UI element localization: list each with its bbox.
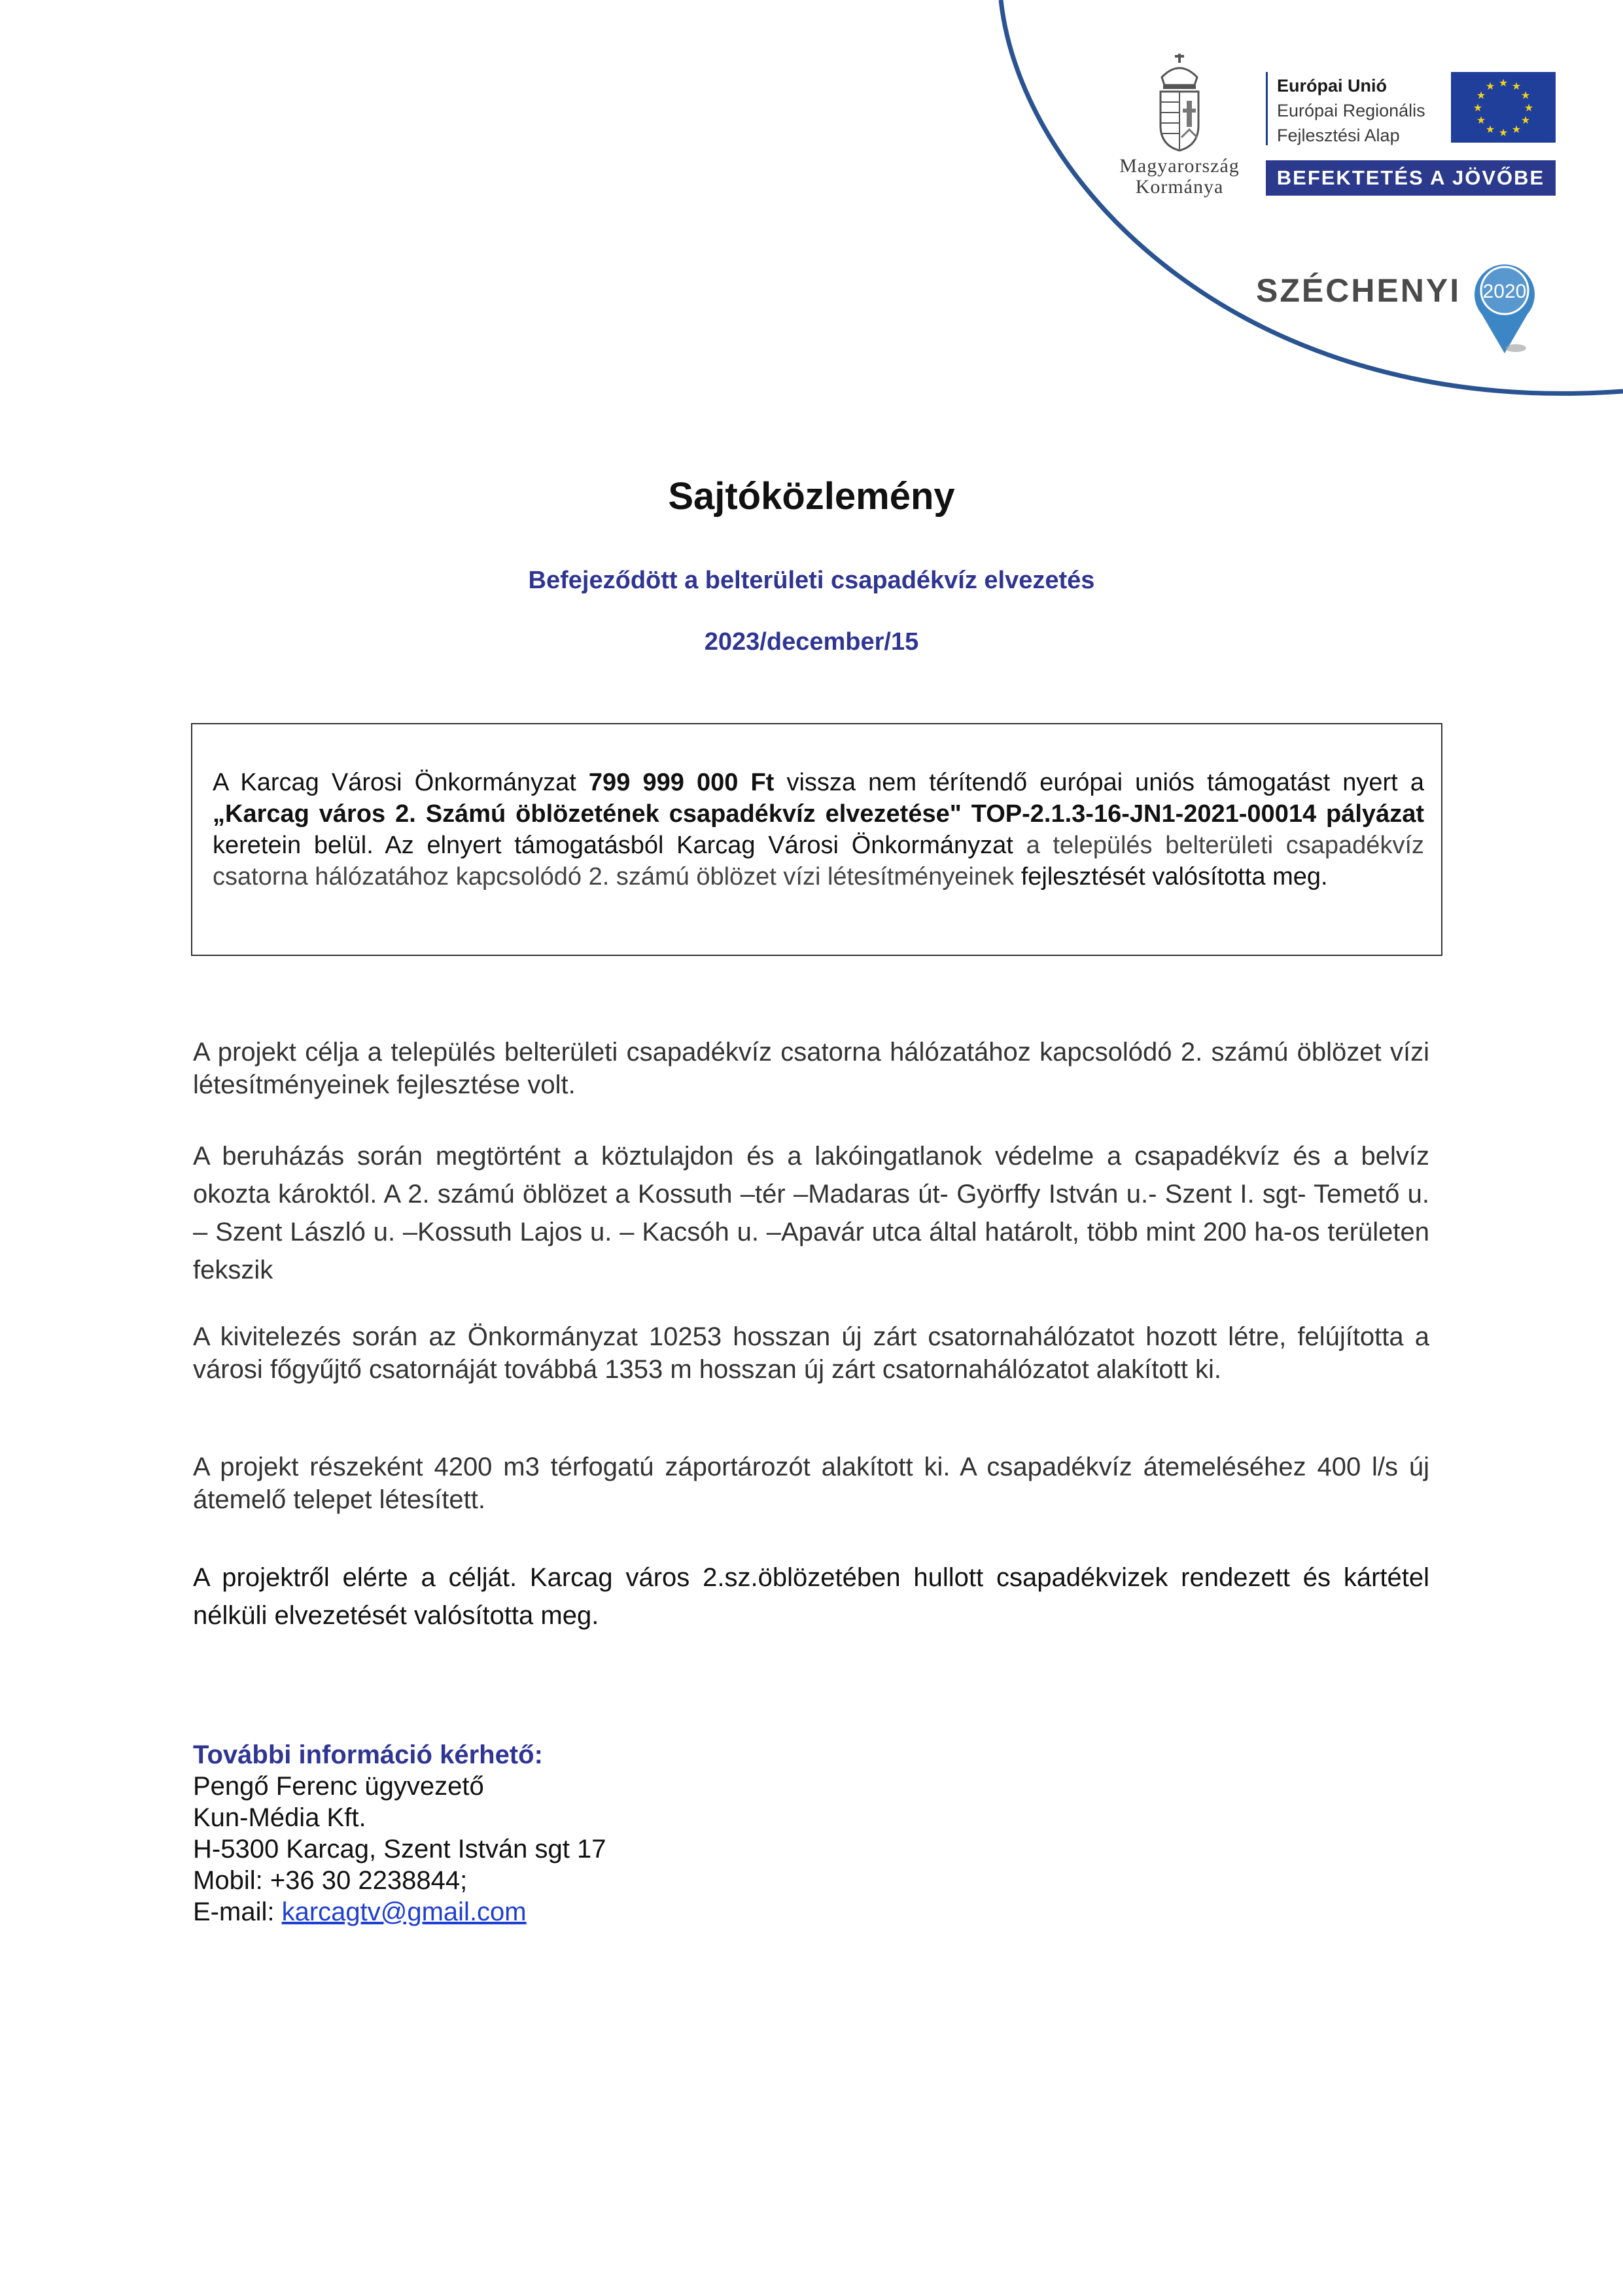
coat-of-arms-icon <box>1155 54 1204 152</box>
svg-text:★: ★ <box>1473 101 1483 114</box>
page-title: Sajtóközlemény <box>668 475 955 518</box>
svg-text:★: ★ <box>1485 123 1495 135</box>
hungary-logo-line1: Magyarország <box>1119 155 1240 177</box>
befektetes-banner: BEFEKTETÉS A JÖVŐBE <box>1266 160 1556 196</box>
svg-text:★: ★ <box>1498 126 1509 139</box>
summary-part-3: keretein belül. Az elnyert támogatásból Karcag Városi Önkormányzat <box>213 832 1026 859</box>
hungary-logo-line2: Kormánya <box>1135 176 1224 198</box>
szechenyi-logo-text: SZÉCHENYI <box>1256 272 1461 309</box>
header-arc <box>0 0 1623 458</box>
contact-phone: Mobil: +36 30 2238844; <box>193 1866 468 1895</box>
contact-heading: További információ kérhető: <box>193 1740 543 1769</box>
svg-text:★: ★ <box>1476 114 1486 126</box>
eu-logo-text <box>1277 73 1425 148</box>
svg-text:★: ★ <box>1511 123 1522 135</box>
svg-text:★: ★ <box>1520 114 1531 126</box>
svg-text:★: ★ <box>1524 101 1534 114</box>
svg-text:★: ★ <box>1520 89 1531 101</box>
contact-email-link[interactable]: karcagtv@gmail.com <box>281 1898 527 1926</box>
summary-part-4: fejlesztését valósította meg. <box>1014 863 1328 891</box>
summary-part-2: vissza nem térítendő európai uniós támogatást nyert a <box>774 769 1424 796</box>
contact-address: H-5300 Karcag, Szent István sgt 17 <box>193 1835 606 1863</box>
paragraph-2: A beruházás során megtörtént a köztulajdon és a lakóingatlanok védelme a csapadékvíz és a belvíz okozta károktól. A 2. számú öblözet a Kossuth –tér –Madaras út- Györffy István u.- Szent I. sgt- Temető u. – Szent László u. –Kossuth Lajos u. – Kacsóh u. –Apavár utca által határolt, több mint 200 ha-os területen fekszik <box>193 1142 1429 1284</box>
summary-text <box>213 767 1424 892</box>
paragraph-1: A projekt célja a település belterületi csapadékvíz csatorna hálózatához kapcsolódó 2. számú öblözet vízi létesítményeinek fejlesztése volt. <box>193 1038 1429 1099</box>
hungary-government-logo <box>1104 54 1255 198</box>
szechenyi-2020-pin-icon <box>1469 256 1541 355</box>
szechenyi-year: 2020 <box>1482 281 1527 302</box>
page-subtitle: Befejeződött a belterületi csapadékvíz elvezetés <box>528 567 1095 594</box>
summary-project-name: „Karcag város 2. Számú öblözetének csapadékvíz elvezetése" TOP-2.1.3-16-JN1-2021-00014 pályázat <box>213 800 1424 828</box>
eu-logo-line2: Európai Regionális <box>1277 101 1425 120</box>
hungary-logo-text <box>1104 156 1255 198</box>
paragraph-4: A projekt részeként 4200 m3 térfogatú záportározót alakított ki. A csapadékvíz átemeléséhez 400 l/s új átemelő telepet létesített. <box>193 1453 1429 1514</box>
summary-part-1: A Karcag Városi Önkormányzat <box>213 769 589 796</box>
eu-logo-line3: Fejlesztési Alap <box>1277 126 1400 145</box>
press-release-date: 2023/december/15 <box>704 628 919 656</box>
svg-text:★: ★ <box>1498 77 1509 89</box>
paragraph-5: A projektről elérte a célját. Karcag város 2.sz.öblözetében hullott csapadékvizek rendezett és kártétel nélküli elvezetését valósította meg. <box>193 1563 1429 1630</box>
svg-text:★: ★ <box>1476 89 1486 101</box>
contact-name: Pengő Ferenc ügyvezető <box>193 1772 484 1801</box>
contact-block <box>193 1739 606 1928</box>
contact-company: Kun-Média Kft. <box>193 1803 366 1832</box>
summary-amount: 799 999 000 Ft <box>588 769 775 796</box>
svg-text:★: ★ <box>1511 80 1522 92</box>
eu-logo-divider <box>1266 72 1268 145</box>
summary-part-gray: a település belterületi csapadékvíz csatorna hálózatához kapcsolódó 2. számú öblözet vízi létesítményeinek <box>213 832 1424 891</box>
svg-text:★: ★ <box>1485 80 1495 92</box>
eu-logo-line1: Európai Unió <box>1277 76 1387 96</box>
eu-flag-icon <box>1451 72 1556 143</box>
paragraph-3: A kivitelezés során az Önkormányzat 10253 hosszan új zárt csatornahálózatot hozott létre, felújította a városi főgyűjtő csatornáját továbbá 1353 m hosszan új zárt csatornahálózatot alakított ki. <box>193 1322 1429 1384</box>
contact-email-label: E-mail: <box>193 1898 282 1926</box>
contact-email-row <box>193 1896 606 1928</box>
